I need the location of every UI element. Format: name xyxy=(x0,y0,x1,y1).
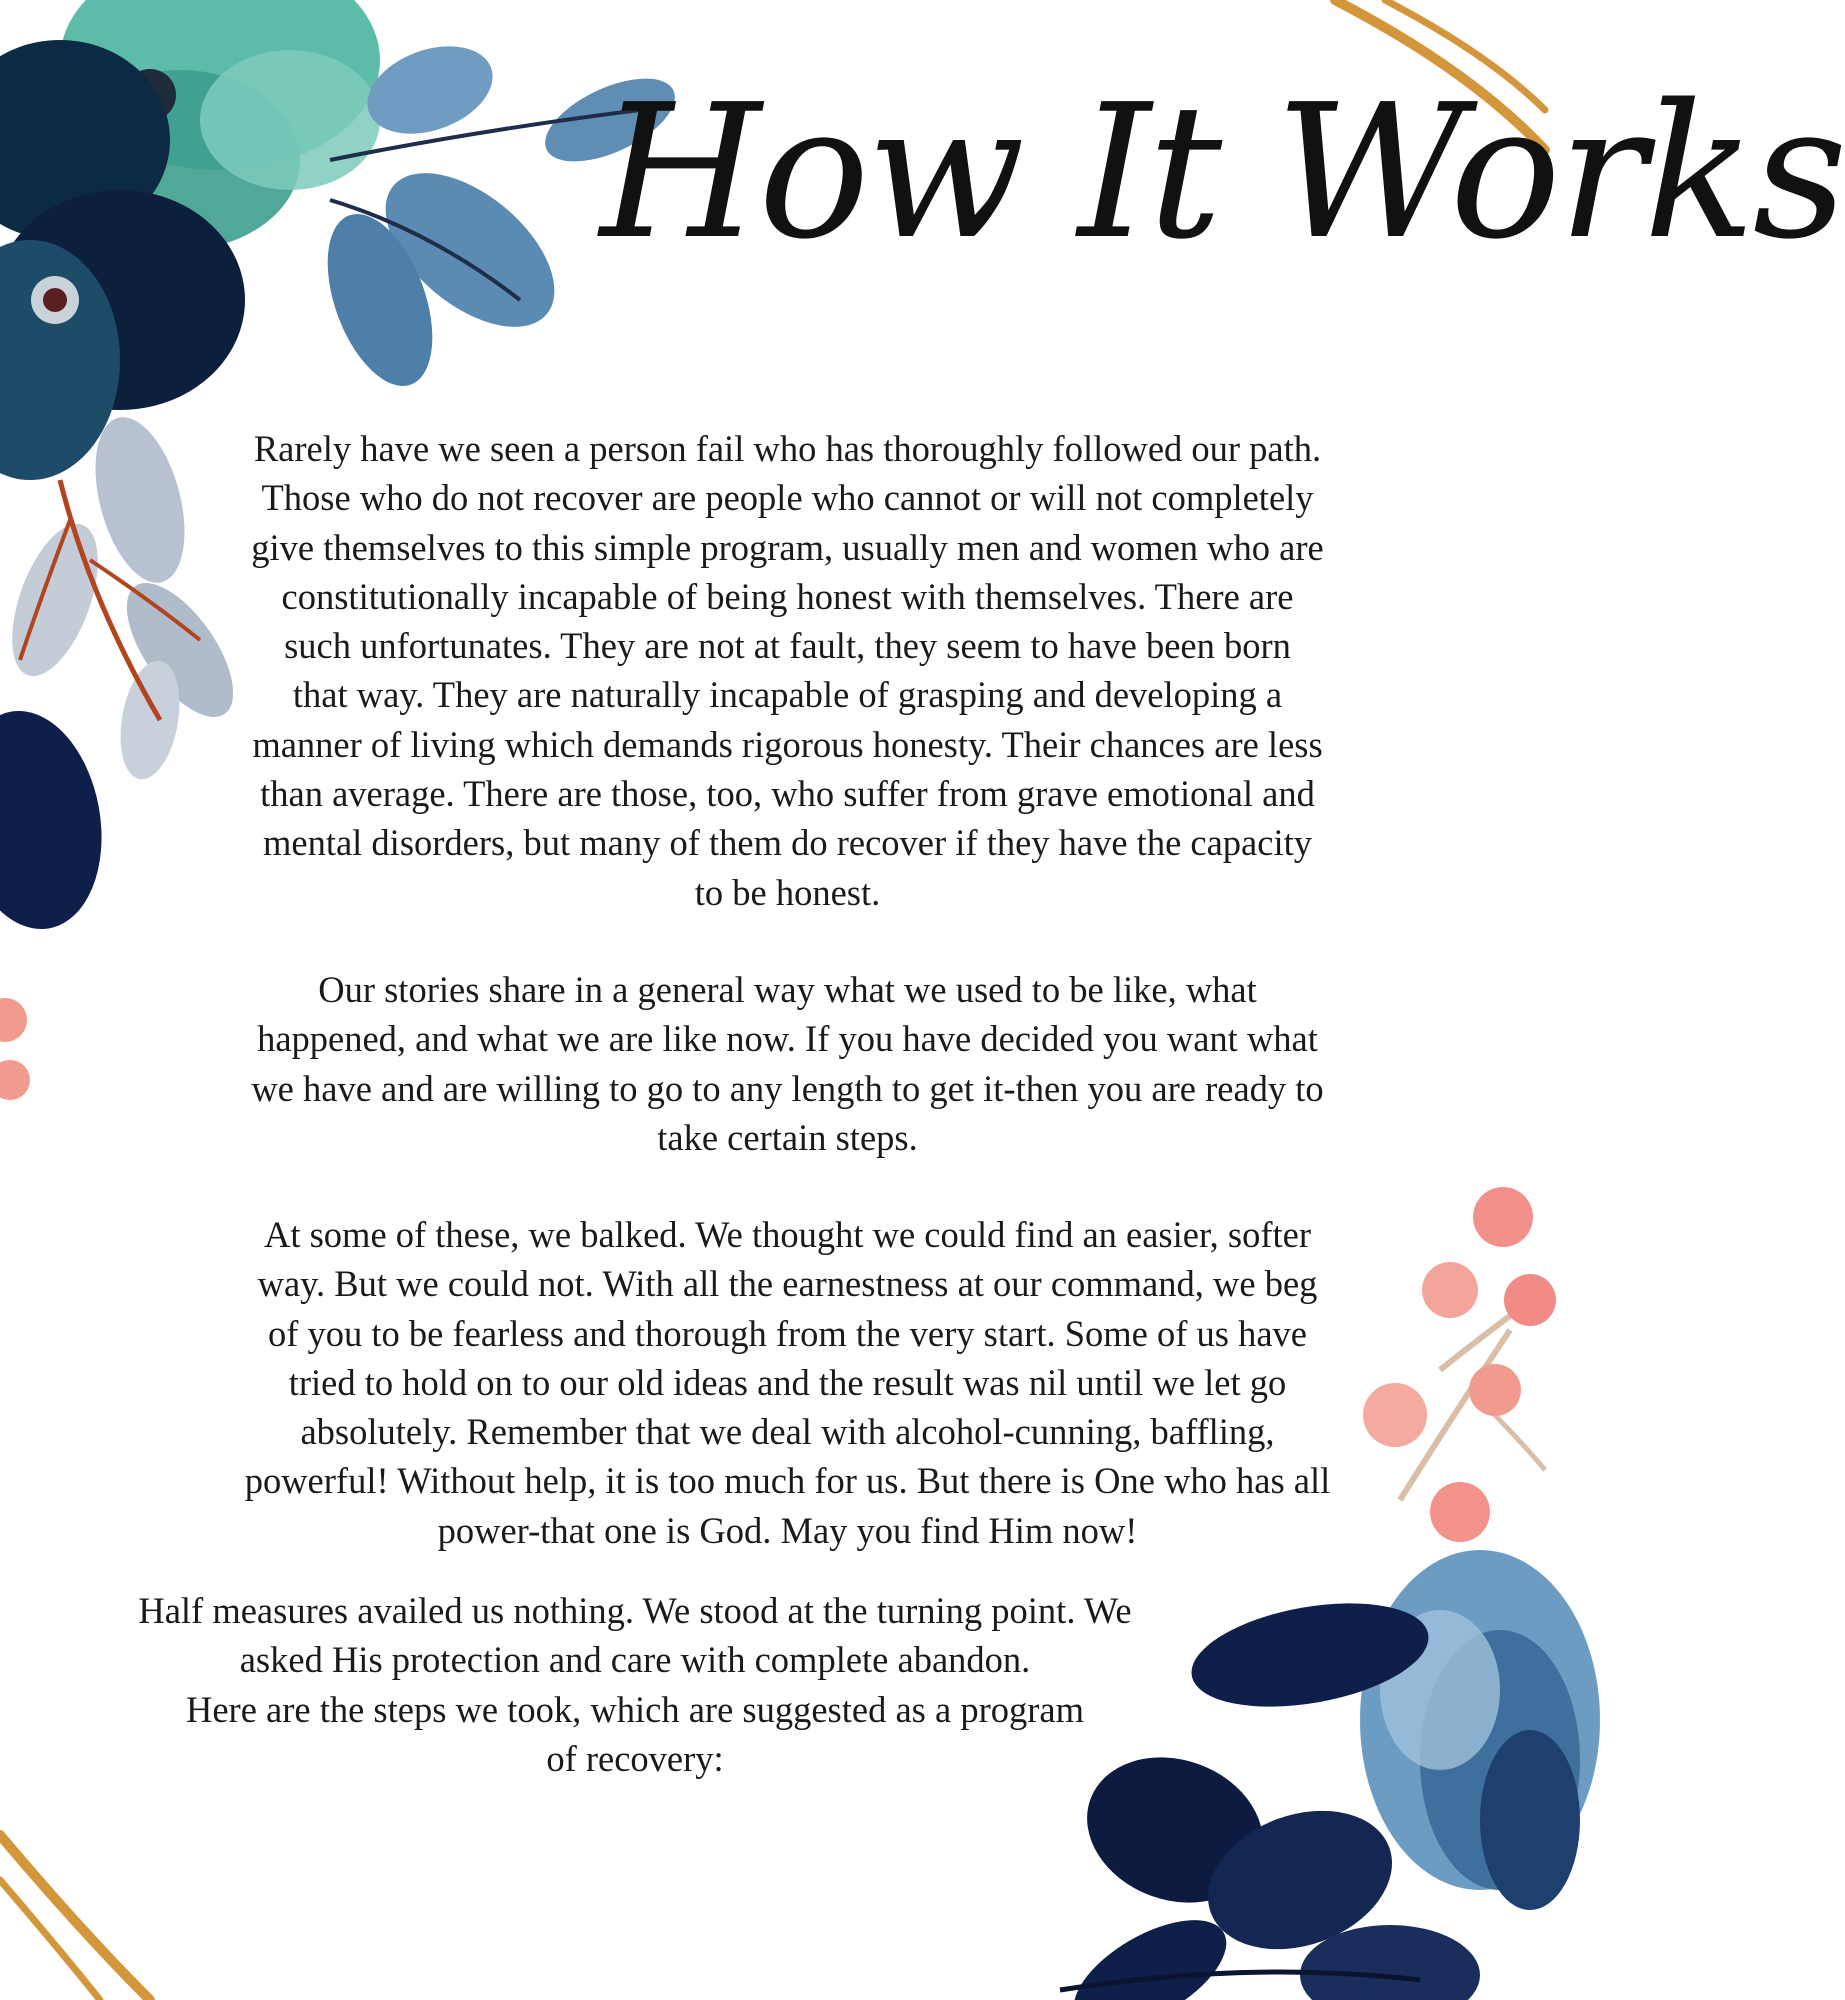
text-line: Our stories share in a general way what we used to be like, what xyxy=(318,969,1257,1010)
paragraph-2 xyxy=(210,965,1365,1162)
paragraph-4 xyxy=(85,1586,1185,1783)
text-line: give themselves to this simple program, usually men and women who are xyxy=(251,526,1324,568)
text-line: way. But we could not. With all the earnestness at our command, we beg xyxy=(257,1263,1318,1305)
text-line: powerful! Without help, it is too much for us. But there is One who has all xyxy=(244,1460,1331,1502)
page-title: How It Works xyxy=(600,64,1845,280)
text-line: Half measures availed us nothing. We stood at the turning point. We xyxy=(138,1590,1132,1631)
text-line: constitutionally incapable of being honest with themselves. There are xyxy=(281,575,1294,617)
text-line: to be honest. xyxy=(694,871,881,913)
paragraph-3 xyxy=(210,1210,1365,1555)
text-line: asked His protection and care with complete abandon. xyxy=(239,1639,1031,1681)
text-line: we have and are willing to go to any length to get it-then you are ready to xyxy=(251,1067,1324,1109)
text-line: absolutely. Remember that we deal with alcohol-cunning, baffling, xyxy=(300,1411,1275,1453)
text-line: of you to be fearless and thorough from the very start. Some of us have xyxy=(268,1312,1307,1354)
text-line: than average. There are those, too, who suffer from grave emotional and xyxy=(260,773,1315,815)
left-coral-berries xyxy=(0,998,30,1100)
text-line: of recovery: xyxy=(546,1737,724,1779)
paragraph-1 xyxy=(210,424,1365,917)
text-line: Those who do not recover are people who cannot or will not completely xyxy=(261,477,1314,519)
text-line: that way. They are naturally incapable of grasping and developing a xyxy=(292,674,1283,716)
text-line: At some of these, we balked. We thought we could find an easier, softer xyxy=(263,1214,1312,1255)
text-line: Rarely have we seen a person fail who has thoroughly followed our path. xyxy=(253,428,1322,469)
text-line: happened, and what we are like now. If you have decided you want what xyxy=(257,1018,1318,1060)
text-line: such unfortunates. They are not at fault, they seem to have been born xyxy=(284,625,1291,667)
text-line: take certain steps. xyxy=(657,1116,918,1158)
gold-lines-bottom-left xyxy=(0,1835,150,2000)
text-line: tried to hold on to our old ideas and the result was nil until we let go xyxy=(288,1361,1287,1403)
text-line: mental disorders, but many of them do recover if they have the capacity xyxy=(262,822,1312,864)
text-line: power-that one is God. May you find Him now! xyxy=(437,1509,1138,1551)
text-line: manner of living which demands rigorous honesty. Their chances are less xyxy=(252,723,1323,765)
text-line: Here are the steps we took, which are suggested as a program xyxy=(186,1688,1084,1730)
